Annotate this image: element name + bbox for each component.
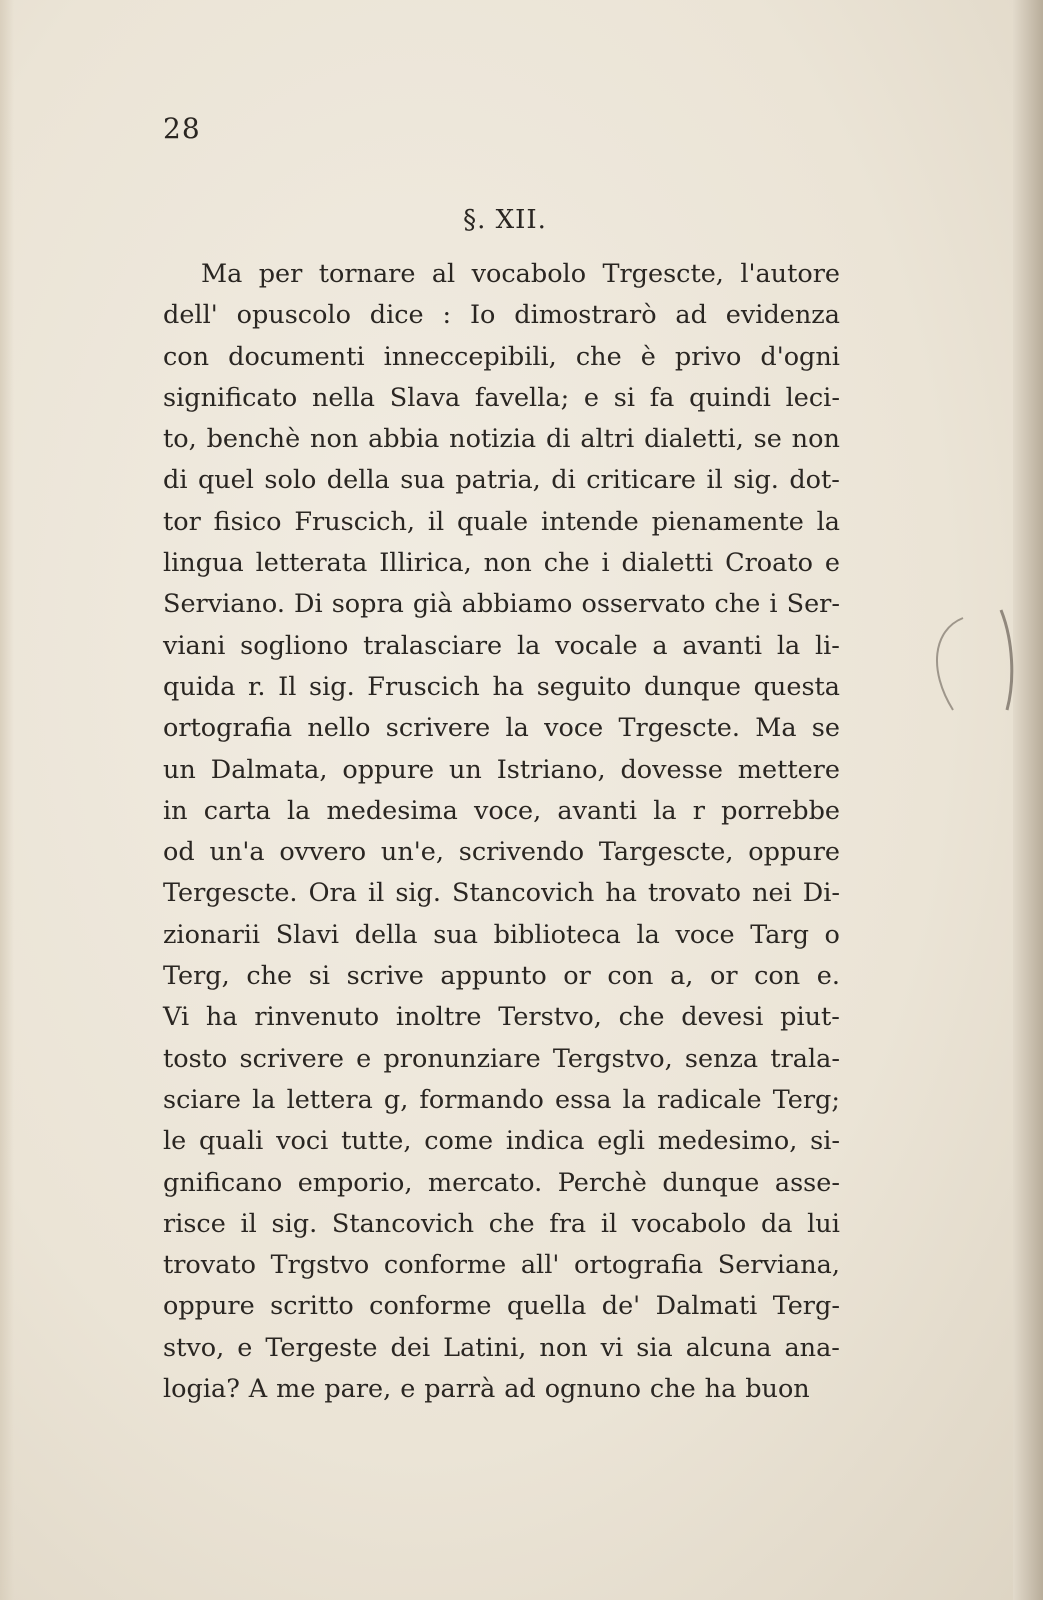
text-line: ortografia nello scrivere la voce Trgescte. Ma se — [163, 713, 840, 744]
text-line: od un'a ovvero un'e, scrivendo Targescte, oppure — [163, 837, 840, 868]
text-line: significato nella Slava favella; e si fa quindi leci- — [163, 382, 840, 413]
text-line: gnificano emporio, mercato. Perchè dunque asse- — [163, 1167, 840, 1198]
text-line: le quali voci tutte, come indica egli medesimo, si- — [163, 1126, 840, 1157]
text-line: Terg, che si scrive appunto or con a, or con e. — [163, 961, 840, 992]
text-line: di quel solo della sua patria, di criticare il sig. dot- — [163, 465, 840, 496]
page-gutter-shadow — [0, 0, 14, 1600]
text-line: oppure scritto conforme quella de' Dalmati Terg- — [163, 1291, 840, 1322]
paper-stain-mark — [923, 600, 1023, 730]
section-heading: §. XII. — [463, 205, 547, 235]
text-line: to, benchè non abbia notizia di altri dialetti, se non — [163, 424, 840, 455]
text-line: risce il sig. Stancovich che fra il vocabolo da lui — [163, 1208, 840, 1239]
text-line: Ma per tornare al vocabolo Trgescte, l'autore — [201, 259, 840, 289]
text-line: zionarii Slavi della sua biblioteca la voce Targ o — [163, 919, 840, 950]
text-line: Vi ha rinvenuto inoltre Terstvo, che devesi piut- — [163, 1002, 840, 1033]
text-line: logia? A me pare, e parrà ad ognuno che ha buon — [163, 1374, 810, 1405]
text-line: tor fisico Fruscich, il quale intende pienamente la — [163, 506, 840, 537]
text-line: Tergescte. Ora il sig. Stancovich ha trovato nei Di- — [163, 878, 840, 909]
text-line: con documenti inneccepibili, che è privo d'ogni — [163, 341, 840, 372]
text-line: in carta la medesima voce, avanti la r porrebbe — [163, 795, 840, 826]
page-number: 28 — [163, 112, 201, 145]
text-line: un Dalmata, oppure un Istriano, dovesse mettere — [163, 754, 840, 785]
body-text — [163, 254, 840, 1410]
text-line: stvo, e Tergeste dei Latini, non vi sia alcuna ana- — [163, 1332, 840, 1363]
page-edge-shadow — [1013, 0, 1043, 1600]
text-line: tosto scrivere e pronunziare Tergstvo, senza trala- — [163, 1043, 840, 1074]
text-line: quida r. Il sig. Fruscich ha seguito dunque questa — [163, 671, 840, 702]
text-line: viani sogliono tralasciare la vocale a avanti la li- — [163, 630, 840, 661]
text-line: dell' opuscolo dice : Io dimostrarò ad evidenza — [163, 300, 840, 331]
text-line: lingua letterata Illirica, non che i dialetti Croato e — [163, 548, 840, 579]
text-line: sciare la lettera g, formando essa la radicale Terg; — [163, 1084, 840, 1115]
text-line: Serviano. Di sopra già abbiamo osservato che i Ser- — [163, 589, 840, 620]
text-line: trovato Trgstvo conforme all' ortografia Serviana, — [163, 1250, 840, 1281]
